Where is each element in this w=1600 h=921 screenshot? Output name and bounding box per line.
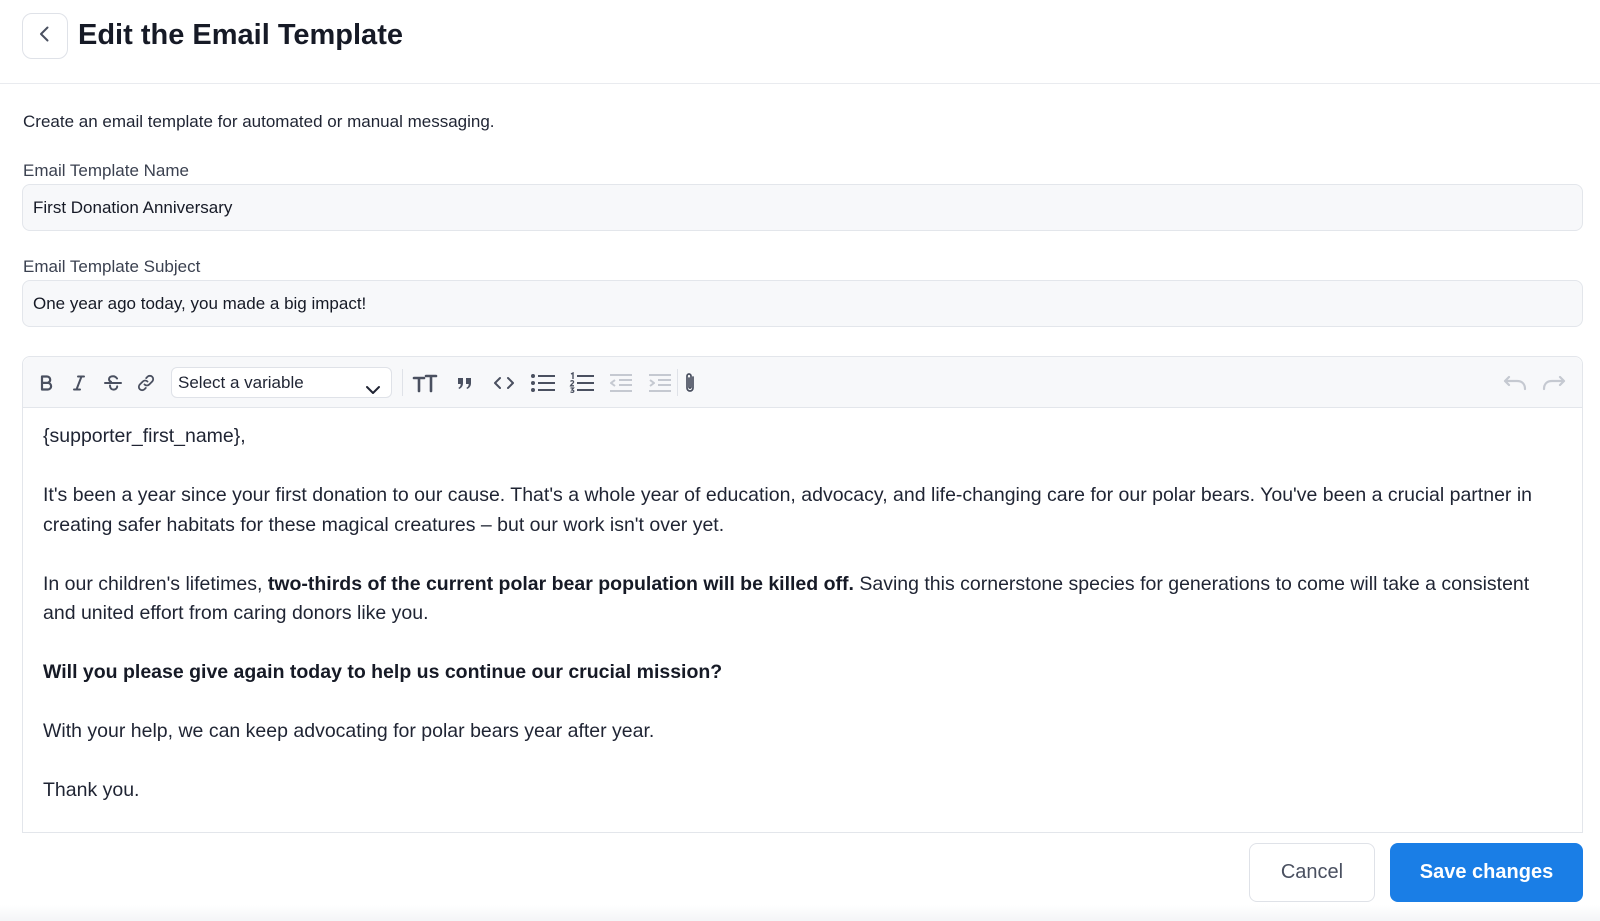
footer-shade — [0, 905, 1600, 921]
paragraph-text: In our children's lifetimes, — [43, 572, 268, 595]
variable-select-label: Select a variable — [178, 373, 304, 392]
body-paragraph: With your help, we can keep advocating for polar bears year after year. — [43, 720, 655, 742]
page-description: Create an email template for automated or manual messaging. — [23, 112, 495, 131]
redo-button[interactable] — [1539, 368, 1569, 398]
page-header — [0, 0, 1600, 84]
numbered-list-icon — [569, 372, 595, 394]
text-size-icon — [412, 373, 438, 393]
paragraph-text: Saving this cornerstone species for generations to come will take a consistent and united effort from caring donors like you. — [43, 572, 1530, 624]
body-paragraph — [43, 658, 1563, 688]
code-button[interactable] — [489, 368, 519, 398]
undo-icon — [1502, 375, 1528, 391]
bold-button[interactable] — [31, 368, 61, 398]
chevron-left-icon — [35, 24, 55, 49]
template-name-input[interactable] — [22, 184, 1583, 231]
chevron-down-icon — [365, 376, 381, 405]
email-body[interactable] — [43, 422, 1563, 806]
outdent-button[interactable] — [606, 368, 636, 398]
template-name-label: Email Template Name — [23, 161, 189, 180]
call-to-action: Will you please give again today to help us continue our crucial mission? — [43, 661, 723, 683]
bold-statistic: two-thirds of the current polar bear population will be killed off. — [267, 572, 854, 595]
bullet-list-button[interactable] — [528, 368, 558, 398]
bold-icon — [38, 374, 54, 392]
code-icon — [493, 375, 515, 391]
save-changes-button[interactable]: Save changes — [1390, 843, 1583, 902]
editor-toolbar — [23, 357, 1582, 408]
greeting-line: {supporter_first_name}, — [43, 425, 246, 447]
closing-line: Thank you. — [43, 779, 140, 801]
strikethrough-button[interactable] — [98, 368, 128, 398]
body-paragraph — [43, 570, 1563, 629]
bullet-list-icon — [530, 372, 556, 394]
page-title: Edit the Email Template — [78, 19, 403, 51]
variable-select[interactable] — [171, 367, 392, 398]
strikethrough-icon — [103, 374, 123, 392]
redo-icon — [1541, 375, 1567, 391]
quote-icon — [455, 374, 475, 392]
body-paragraph: It's been a year since your first donation to our cause. That's a whole year of education, advocacy, and life-changing care for our polar bears. You've been a crucial partner in creating safer habitats for these magical creatures – but our work isn't over yet. — [43, 484, 1532, 536]
indent-icon — [647, 372, 673, 394]
attachment-button[interactable] — [675, 368, 705, 398]
template-subject-label: Email Template Subject — [23, 257, 201, 276]
italic-button[interactable] — [64, 368, 94, 398]
toolbar-divider — [402, 369, 403, 396]
numbered-list-button[interactable] — [567, 368, 597, 398]
rich-text-editor[interactable] — [22, 356, 1583, 833]
indent-button[interactable] — [645, 368, 675, 398]
template-subject-input[interactable] — [22, 280, 1583, 327]
link-button[interactable] — [131, 368, 161, 398]
text-size-button[interactable] — [410, 368, 440, 398]
link-icon — [136, 373, 156, 393]
quote-button[interactable] — [450, 368, 480, 398]
undo-button[interactable] — [1500, 368, 1530, 398]
attachment-icon — [682, 371, 698, 395]
back-button[interactable] — [22, 13, 68, 59]
italic-icon — [71, 374, 87, 392]
cancel-button[interactable]: Cancel — [1249, 843, 1375, 902]
outdent-icon — [608, 372, 634, 394]
